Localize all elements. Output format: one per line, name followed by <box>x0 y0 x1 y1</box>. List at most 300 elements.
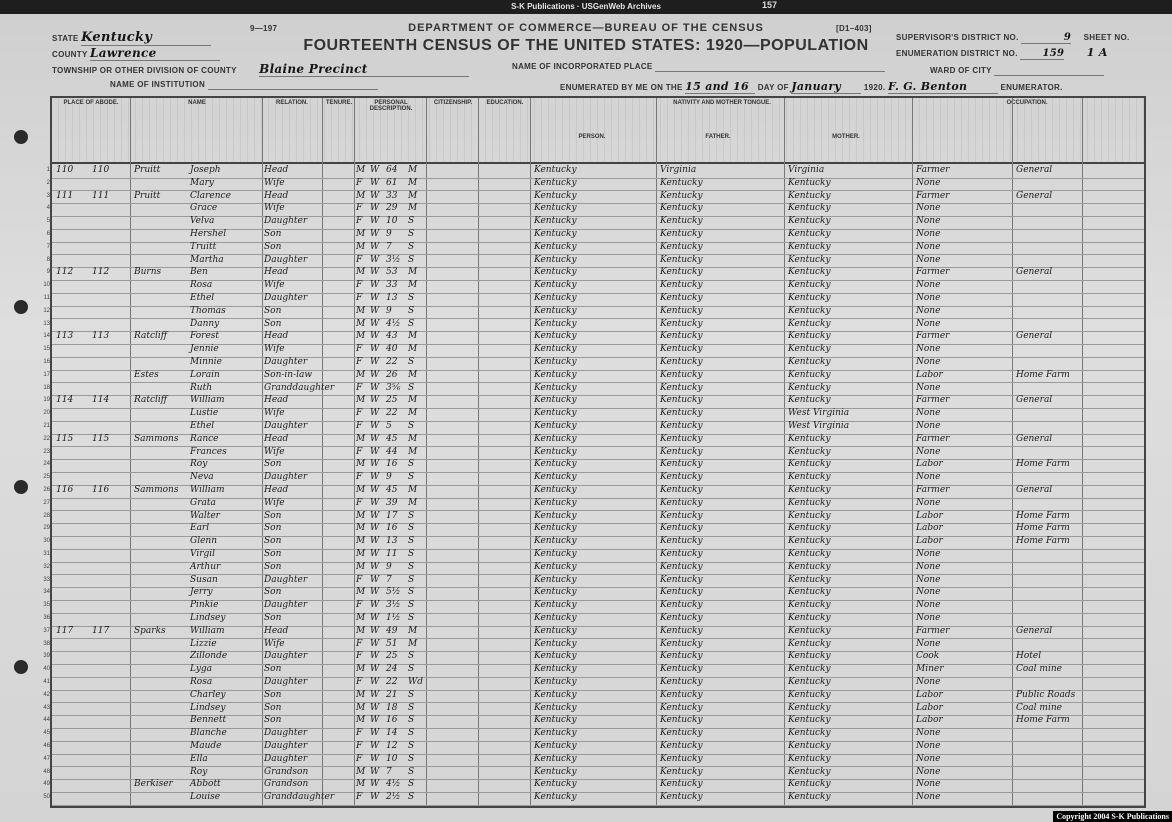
line-number: 44 <box>43 717 50 724</box>
cell-surname <box>134 689 190 702</box>
cell-given: Lizzie <box>190 638 217 649</box>
cell-surname: Sparks <box>134 625 166 636</box>
subgroup-mother: MOTHER. <box>832 134 860 140</box>
cell-ind <box>1016 753 1080 766</box>
cell-race: W <box>370 305 380 316</box>
cell-born: Kentucky <box>534 792 577 803</box>
cell-fam <box>92 343 116 356</box>
cell-father: Kentucky <box>660 318 703 329</box>
cell-born: Kentucky <box>534 305 577 316</box>
cell-occ: Labor <box>916 459 943 470</box>
cell-ms: Wd <box>408 677 424 687</box>
cell-occ: Labor <box>916 715 943 726</box>
cell-mother: Kentucky <box>788 280 831 291</box>
cell-rel: Son <box>264 587 282 598</box>
cell-ind: Hotel <box>1016 651 1042 662</box>
cell-age: 13 <box>386 536 398 547</box>
cell-given: Rance <box>190 433 219 444</box>
cell-ind <box>1016 228 1080 241</box>
subgroup-father: FATHER. <box>705 134 731 140</box>
cell-ms: M <box>408 497 418 508</box>
cell-occ: Labor <box>916 689 943 700</box>
line-number: 36 <box>43 615 50 621</box>
cell-ind <box>1016 241 1080 254</box>
cell-dw <box>56 292 78 305</box>
line-number: 43 <box>43 704 50 711</box>
cell-race: W <box>370 267 380 278</box>
cell-ind <box>1016 292 1080 305</box>
cell-race: W <box>370 741 380 751</box>
cell-ms: S <box>408 689 415 700</box>
cell-surname <box>134 548 190 561</box>
cell-sex: M <box>356 510 366 521</box>
cell-ind: General <box>1016 625 1053 636</box>
cell-fam <box>92 318 116 331</box>
group-personal-description: PERSONAL DESCRIPTION. <box>369 100 413 112</box>
cell-mother: Kentucky <box>788 459 831 470</box>
cell-fam <box>92 382 116 395</box>
cell-mother: Kentucky <box>788 779 831 790</box>
cell-given: Clarence <box>190 190 231 201</box>
cell-ms: S <box>408 382 415 393</box>
cell-fam <box>92 202 116 215</box>
cell-sex: M <box>356 766 366 777</box>
cell-age: 16 <box>386 523 398 534</box>
cell-mother: Kentucky <box>788 523 831 534</box>
cell-ind <box>1016 740 1080 753</box>
cell-given: Maude <box>190 741 222 751</box>
cell-ms: S <box>408 741 415 751</box>
cell-ms: S <box>408 229 415 239</box>
cell-surname <box>134 356 190 369</box>
cell-dw <box>56 663 78 676</box>
cell-ind <box>1016 727 1080 740</box>
cell-rel: Daughter <box>264 600 308 611</box>
group-place-of-abode: PLACE OF ABODE. <box>63 100 119 106</box>
cell-ind <box>1016 343 1080 356</box>
line-number: 30 <box>43 538 50 545</box>
cell-rel: Daughter <box>264 574 308 585</box>
cell-fam <box>92 522 116 535</box>
cell-rel: Daughter <box>264 472 308 483</box>
line-number: 2 <box>46 179 50 186</box>
line-number: 28 <box>43 512 50 519</box>
cell-ms: S <box>408 561 415 572</box>
cell-given: William <box>190 625 225 636</box>
cell-occ: None <box>916 561 941 572</box>
cell-occ: None <box>916 318 941 329</box>
cell-ind <box>1016 177 1080 190</box>
cell-rel: Daughter <box>264 216 308 227</box>
cell-surname <box>134 676 190 689</box>
cell-father: Kentucky <box>660 446 703 457</box>
cell-rel: Head <box>264 331 289 342</box>
cell-ms: S <box>408 651 415 662</box>
cell-age: 22 <box>386 357 398 367</box>
cell-race: W <box>370 702 380 713</box>
cell-ms: M <box>408 625 418 636</box>
cell-mother: Kentucky <box>788 318 831 329</box>
cell-sex: F <box>356 600 363 611</box>
cell-ms: S <box>408 574 415 585</box>
township-value: Blaine Precinct <box>259 62 469 77</box>
cell-age: 24 <box>386 664 398 675</box>
cell-ms: S <box>408 779 415 790</box>
line-number: 20 <box>43 410 50 417</box>
cell-ms: M <box>408 446 418 457</box>
cell-father: Kentucky <box>660 574 703 585</box>
cell-dw <box>56 369 78 382</box>
cell-given: Joseph <box>190 165 221 175</box>
cell-ms: S <box>408 728 415 739</box>
cell-race: W <box>370 433 380 444</box>
cell-dw <box>56 638 78 651</box>
cell-ind <box>1016 586 1080 599</box>
cell-fam: 114 <box>92 395 110 406</box>
cell-mother: Kentucky <box>788 561 831 572</box>
cell-occ: Farmer <box>916 485 950 495</box>
cell-fam <box>92 177 116 190</box>
cell-rel: Daughter <box>264 254 308 265</box>
cell-mother: Kentucky <box>788 216 831 227</box>
cell-fam <box>92 254 116 267</box>
cell-rel: Son <box>264 549 282 559</box>
cell-occ: None <box>916 766 941 777</box>
cell-race: W <box>370 421 380 431</box>
cell-age: 29 <box>386 203 398 214</box>
line-number: 12 <box>43 307 50 314</box>
cell-rel: Son <box>264 523 282 534</box>
cell-born: Kentucky <box>534 408 577 419</box>
cell-surname <box>134 382 190 395</box>
cell-father: Kentucky <box>660 216 703 227</box>
line-number: 33 <box>43 576 50 583</box>
cell-ind <box>1016 407 1080 420</box>
cell-fam <box>92 676 116 689</box>
cell-born: Kentucky <box>534 280 577 291</box>
cell-fam <box>92 535 116 548</box>
line-number: 1 <box>46 167 50 173</box>
cell-dw <box>56 202 78 215</box>
group-education: EDUCATION. <box>486 100 524 106</box>
cell-mother: Virginia <box>788 165 825 175</box>
cell-race: W <box>370 600 380 611</box>
cell-rel: Son <box>264 715 282 726</box>
cell-rel: Wife <box>264 497 285 508</box>
cell-race: W <box>370 561 380 572</box>
cell-surname <box>134 228 190 241</box>
county-label: COUNTY <box>52 50 88 59</box>
cell-born: Kentucky <box>534 677 577 687</box>
cell-rel: Son <box>264 702 282 713</box>
cell-given: Forest <box>190 331 220 342</box>
cell-sex: F <box>356 280 363 291</box>
cell-born: Kentucky <box>534 165 577 175</box>
cell-fam <box>92 292 116 305</box>
cell-sex: F <box>356 216 363 227</box>
cell-dw <box>56 676 78 689</box>
line-number: 26 <box>43 487 50 493</box>
line-number: 47 <box>43 755 50 762</box>
cell-surname: Pruitt <box>134 165 161 175</box>
cell-given: Jerry <box>190 587 213 598</box>
cell-occ: None <box>916 382 941 393</box>
cell-sex: F <box>356 293 363 303</box>
cell-occ: None <box>916 421 941 431</box>
cell-father: Kentucky <box>660 613 703 623</box>
cell-ind <box>1016 382 1080 395</box>
cell-rel: Daughter <box>264 741 308 751</box>
cell-sex: M <box>356 523 366 534</box>
cell-race: W <box>370 485 380 495</box>
cell-age: 5½ <box>386 587 401 598</box>
cell-dw <box>56 420 78 433</box>
cell-surname <box>134 766 190 779</box>
cell-ms: S <box>408 241 415 252</box>
cell-rel: Daughter <box>264 651 308 662</box>
binder-hole <box>14 300 28 314</box>
cell-dw <box>56 510 78 523</box>
cell-race: W <box>370 241 380 252</box>
cell-sex: F <box>356 728 363 739</box>
cell-given: Minnie <box>190 357 222 367</box>
line-number: 46 <box>43 743 50 749</box>
cell-occ: None <box>916 305 941 316</box>
cell-age: 40 <box>386 344 398 355</box>
form-number: 9—197 <box>250 24 278 33</box>
cell-rel: Daughter <box>264 421 308 431</box>
cell-ind: Home Farm <box>1016 510 1070 521</box>
cell-race: W <box>370 638 380 649</box>
cell-dw <box>56 279 78 292</box>
cell-given: Truitt <box>190 241 217 252</box>
cell-mother: Kentucky <box>788 728 831 739</box>
line-number: 3 <box>46 192 50 199</box>
cell-mother: Kentucky <box>788 741 831 751</box>
cell-father: Kentucky <box>660 715 703 726</box>
cell-dw: 112 <box>56 267 74 278</box>
cell-ind: General <box>1016 165 1053 175</box>
cell-sex: F <box>356 357 363 367</box>
enumerator-label: ENUMERATOR. <box>1000 83 1063 92</box>
line-number: 7 <box>46 243 50 250</box>
cell-born: Kentucky <box>534 689 577 700</box>
cell-fam <box>92 612 116 625</box>
cell-occ: Labor <box>916 702 943 713</box>
cell-sex: F <box>356 382 363 393</box>
cell-mother: Kentucky <box>788 382 831 393</box>
line-number: 21 <box>43 423 50 429</box>
cell-age: 25 <box>386 395 398 406</box>
cell-race: W <box>370 177 380 188</box>
cell-fam <box>92 663 116 676</box>
cell-ms: S <box>408 459 415 470</box>
cell-sex: F <box>356 344 363 355</box>
binder-hole <box>14 130 28 144</box>
form-code: [D1–403] <box>836 24 872 33</box>
cell-born: Kentucky <box>534 753 577 764</box>
cell-rel: Head <box>264 267 289 278</box>
line-number: 45 <box>43 730 50 737</box>
cell-surname <box>134 791 190 804</box>
cell-sex: M <box>356 702 366 713</box>
line-number: 39 <box>43 653 50 660</box>
line-number: 41 <box>43 679 50 685</box>
cell-age: 11 <box>386 549 398 559</box>
cell-ms: S <box>408 536 415 547</box>
cell-race: W <box>370 254 380 265</box>
cell-father: Kentucky <box>660 728 703 739</box>
year-value: 1920. <box>863 83 886 92</box>
cell-age: 16 <box>386 459 398 470</box>
column-header-band <box>52 98 1144 164</box>
supervisor-value: 9 <box>1021 32 1071 44</box>
cell-occ: Farmer <box>916 267 950 278</box>
cell-race: W <box>370 318 380 329</box>
cell-father: Kentucky <box>660 689 703 700</box>
cell-occ: None <box>916 728 941 739</box>
cell-father: Kentucky <box>660 459 703 470</box>
cell-fam <box>92 420 116 433</box>
cell-born: Kentucky <box>534 254 577 265</box>
cell-occ: Labor <box>916 523 943 534</box>
cell-given: Grace <box>190 203 218 214</box>
cell-ms: S <box>408 357 415 367</box>
cell-ind: Coal mine <box>1016 702 1062 713</box>
cell-father: Kentucky <box>660 510 703 521</box>
cell-ind <box>1016 279 1080 292</box>
cell-surname: Estes <box>134 369 159 380</box>
cell-age: 21 <box>386 689 398 700</box>
cell-age: 33 <box>386 190 398 201</box>
cell-given: Roy <box>190 459 208 470</box>
cell-surname <box>134 420 190 433</box>
cell-given: Lindsey <box>190 702 226 713</box>
cell-mother: West Virginia <box>788 421 850 431</box>
cell-mother: Kentucky <box>788 587 831 598</box>
cell-mother: Kentucky <box>788 433 831 444</box>
cell-race: W <box>370 613 380 623</box>
cell-given: Lorain <box>190 369 220 380</box>
cell-mother: Kentucky <box>788 267 831 278</box>
cell-race: W <box>370 792 380 803</box>
cell-sex: M <box>356 779 366 790</box>
cell-sex: M <box>356 689 366 700</box>
cell-sex: M <box>356 664 366 675</box>
cell-ms: M <box>408 177 418 188</box>
cell-sex: F <box>356 497 363 508</box>
line-number: 50 <box>43 794 50 801</box>
cell-surname <box>134 586 190 599</box>
cell-born: Kentucky <box>534 177 577 188</box>
cell-ind <box>1016 612 1080 625</box>
cell-rel: Wife <box>264 177 285 188</box>
cell-fam <box>92 714 116 727</box>
cell-ms: S <box>408 421 415 431</box>
ward-label: WARD OF CITY <box>930 66 992 75</box>
cell-sex: F <box>356 753 363 764</box>
cell-rel: Son <box>264 561 282 572</box>
cell-occ: None <box>916 741 941 751</box>
cell-rel: Head <box>264 433 289 444</box>
cell-father: Kentucky <box>660 523 703 534</box>
line-number: 32 <box>43 563 50 570</box>
cell-ms: S <box>408 293 415 303</box>
cell-father: Kentucky <box>660 293 703 303</box>
cell-ms: S <box>408 318 415 329</box>
cell-age: 2½ <box>386 792 401 803</box>
cell-surname <box>134 318 190 331</box>
cell-fam: 112 <box>92 267 110 278</box>
cell-sex: F <box>356 574 363 585</box>
cell-ind <box>1016 305 1080 318</box>
cell-age: 7 <box>386 241 392 252</box>
cell-fam <box>92 574 116 587</box>
line-number: 22 <box>43 435 50 442</box>
cell-born: Kentucky <box>534 344 577 355</box>
cell-rel: Wife <box>264 446 285 457</box>
cell-ind <box>1016 318 1080 331</box>
cell-father: Kentucky <box>660 600 703 611</box>
cell-age: 4½ <box>386 779 401 790</box>
cell-given: Lustie <box>190 408 219 419</box>
cell-dw <box>56 766 78 779</box>
cell-occ: Farmer <box>916 165 950 175</box>
cell-race: W <box>370 587 380 598</box>
cell-dw <box>56 318 78 331</box>
cell-born: Kentucky <box>534 600 577 611</box>
cell-father: Kentucky <box>660 741 703 751</box>
cell-rel: Son <box>264 229 282 239</box>
cell-given: Ethel <box>190 293 215 303</box>
cell-fam <box>92 727 116 740</box>
cell-dw <box>56 586 78 599</box>
publisher-banner: S-K Publications · USGenWeb Archives <box>0 0 1172 14</box>
cell-fam <box>92 689 116 702</box>
cell-father: Kentucky <box>660 536 703 547</box>
cell-fam <box>92 638 116 651</box>
cell-dw: 110 <box>56 165 74 175</box>
cell-ms: S <box>408 766 415 777</box>
cell-rel: Son-in-law <box>264 369 313 380</box>
cell-born: Kentucky <box>534 741 577 751</box>
cell-age: 13 <box>386 293 398 303</box>
cell-race: W <box>370 459 380 470</box>
cell-ms: M <box>408 369 418 380</box>
cell-occ: None <box>916 254 941 265</box>
cell-fam <box>92 356 116 369</box>
cell-born: Kentucky <box>534 357 577 367</box>
cell-given: Danny <box>190 318 220 329</box>
month-value: January <box>791 80 861 94</box>
cell-ms: M <box>408 485 418 495</box>
cell-mother: Kentucky <box>788 241 831 252</box>
cell-race: W <box>370 549 380 559</box>
cell-occ: Farmer <box>916 331 950 342</box>
cell-occ: None <box>916 677 941 687</box>
cell-rel: Daughter <box>264 677 308 687</box>
cell-rel: Head <box>264 625 289 636</box>
cell-ind: General <box>1016 395 1053 406</box>
cell-surname <box>134 202 190 215</box>
cell-father: Kentucky <box>660 395 703 406</box>
cell-ind <box>1016 638 1080 651</box>
cell-given: Jennie <box>190 344 219 355</box>
cell-given: Thomas <box>190 305 226 316</box>
group-name: NAME <box>188 100 206 106</box>
cell-father: Kentucky <box>660 561 703 572</box>
line-number: 16 <box>43 359 50 365</box>
